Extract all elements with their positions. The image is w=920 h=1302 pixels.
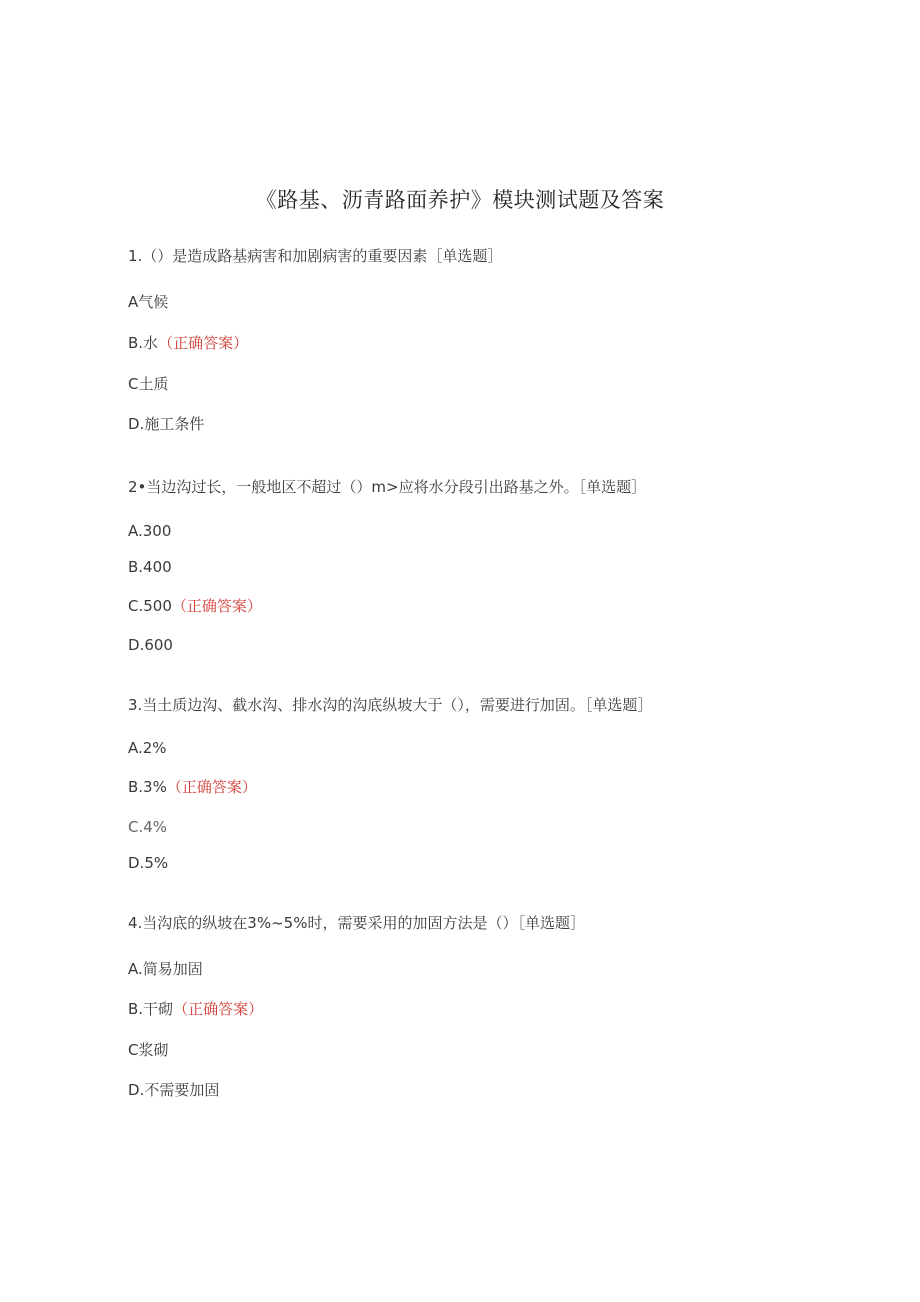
- question-3-option-d: [128, 853, 168, 873]
- correct-answer-tag: （正确答案）: [173, 1000, 264, 1018]
- option-label: D.不需要加固: [128, 1081, 220, 1099]
- question-2-option-a: [128, 521, 171, 541]
- question-2-option-b: [128, 557, 172, 577]
- document-title: 《路基、沥青路面养护》模块测试题及答案: [255, 188, 665, 212]
- option-label: B.3%: [128, 778, 167, 796]
- option-label: D.5%: [128, 854, 169, 872]
- option-label: B.400: [128, 558, 172, 576]
- option-label: C浆砌: [128, 1041, 169, 1059]
- question-4-option-c: [128, 1040, 168, 1060]
- question-4-option-a: [128, 959, 203, 979]
- question-3-option-c: [128, 817, 167, 837]
- option-label: D.600: [128, 636, 173, 654]
- option-label: A.2%: [128, 739, 167, 757]
- question-2-option-d: [128, 635, 173, 655]
- correct-answer-tag: （正确答案）: [171, 597, 262, 615]
- question-4-text: 4.当沟底的纵坡在3%~5%时，需要采用的加固方法是（）［单选题］: [128, 914, 585, 932]
- question-1-option-d: [128, 414, 204, 434]
- option-label: D.施工条件: [128, 415, 205, 433]
- question-3-option-b: [128, 777, 257, 797]
- option-label: C土质: [128, 375, 169, 393]
- option-label: C.4%: [128, 818, 168, 836]
- question-1-option-b: [128, 333, 248, 353]
- option-label: C.500: [128, 597, 172, 615]
- option-label: A.简易加固: [128, 960, 203, 978]
- correct-answer-tag: （正确答案）: [166, 778, 257, 796]
- question-3-option-a: [128, 738, 167, 758]
- question-2-option-c: [128, 596, 262, 616]
- question-1-text: 1.（）是造成路基病害和加剧病害的重要因素［单选题］: [128, 247, 503, 265]
- option-label: B.水: [128, 334, 159, 352]
- question-4-option-d: [128, 1080, 219, 1100]
- question-4-option-b: [128, 999, 263, 1019]
- question-3-text: 3.当土质边沟、截水沟、排水沟的沟底纵坡大于（），需要进行加固。［单选题］: [128, 696, 653, 714]
- option-label: B.干砌: [128, 1000, 174, 1018]
- option-label: A.300: [128, 522, 172, 540]
- option-label: A气候: [128, 293, 169, 311]
- correct-answer-tag: （正确答案）: [158, 334, 249, 352]
- question-2-text: 2•当边沟过长，一般地区不超过（）m>应将水分段引出路基之外。［单选题］: [128, 478, 647, 496]
- question-1-option-a: [128, 292, 168, 312]
- question-1-option-c: [128, 374, 168, 394]
